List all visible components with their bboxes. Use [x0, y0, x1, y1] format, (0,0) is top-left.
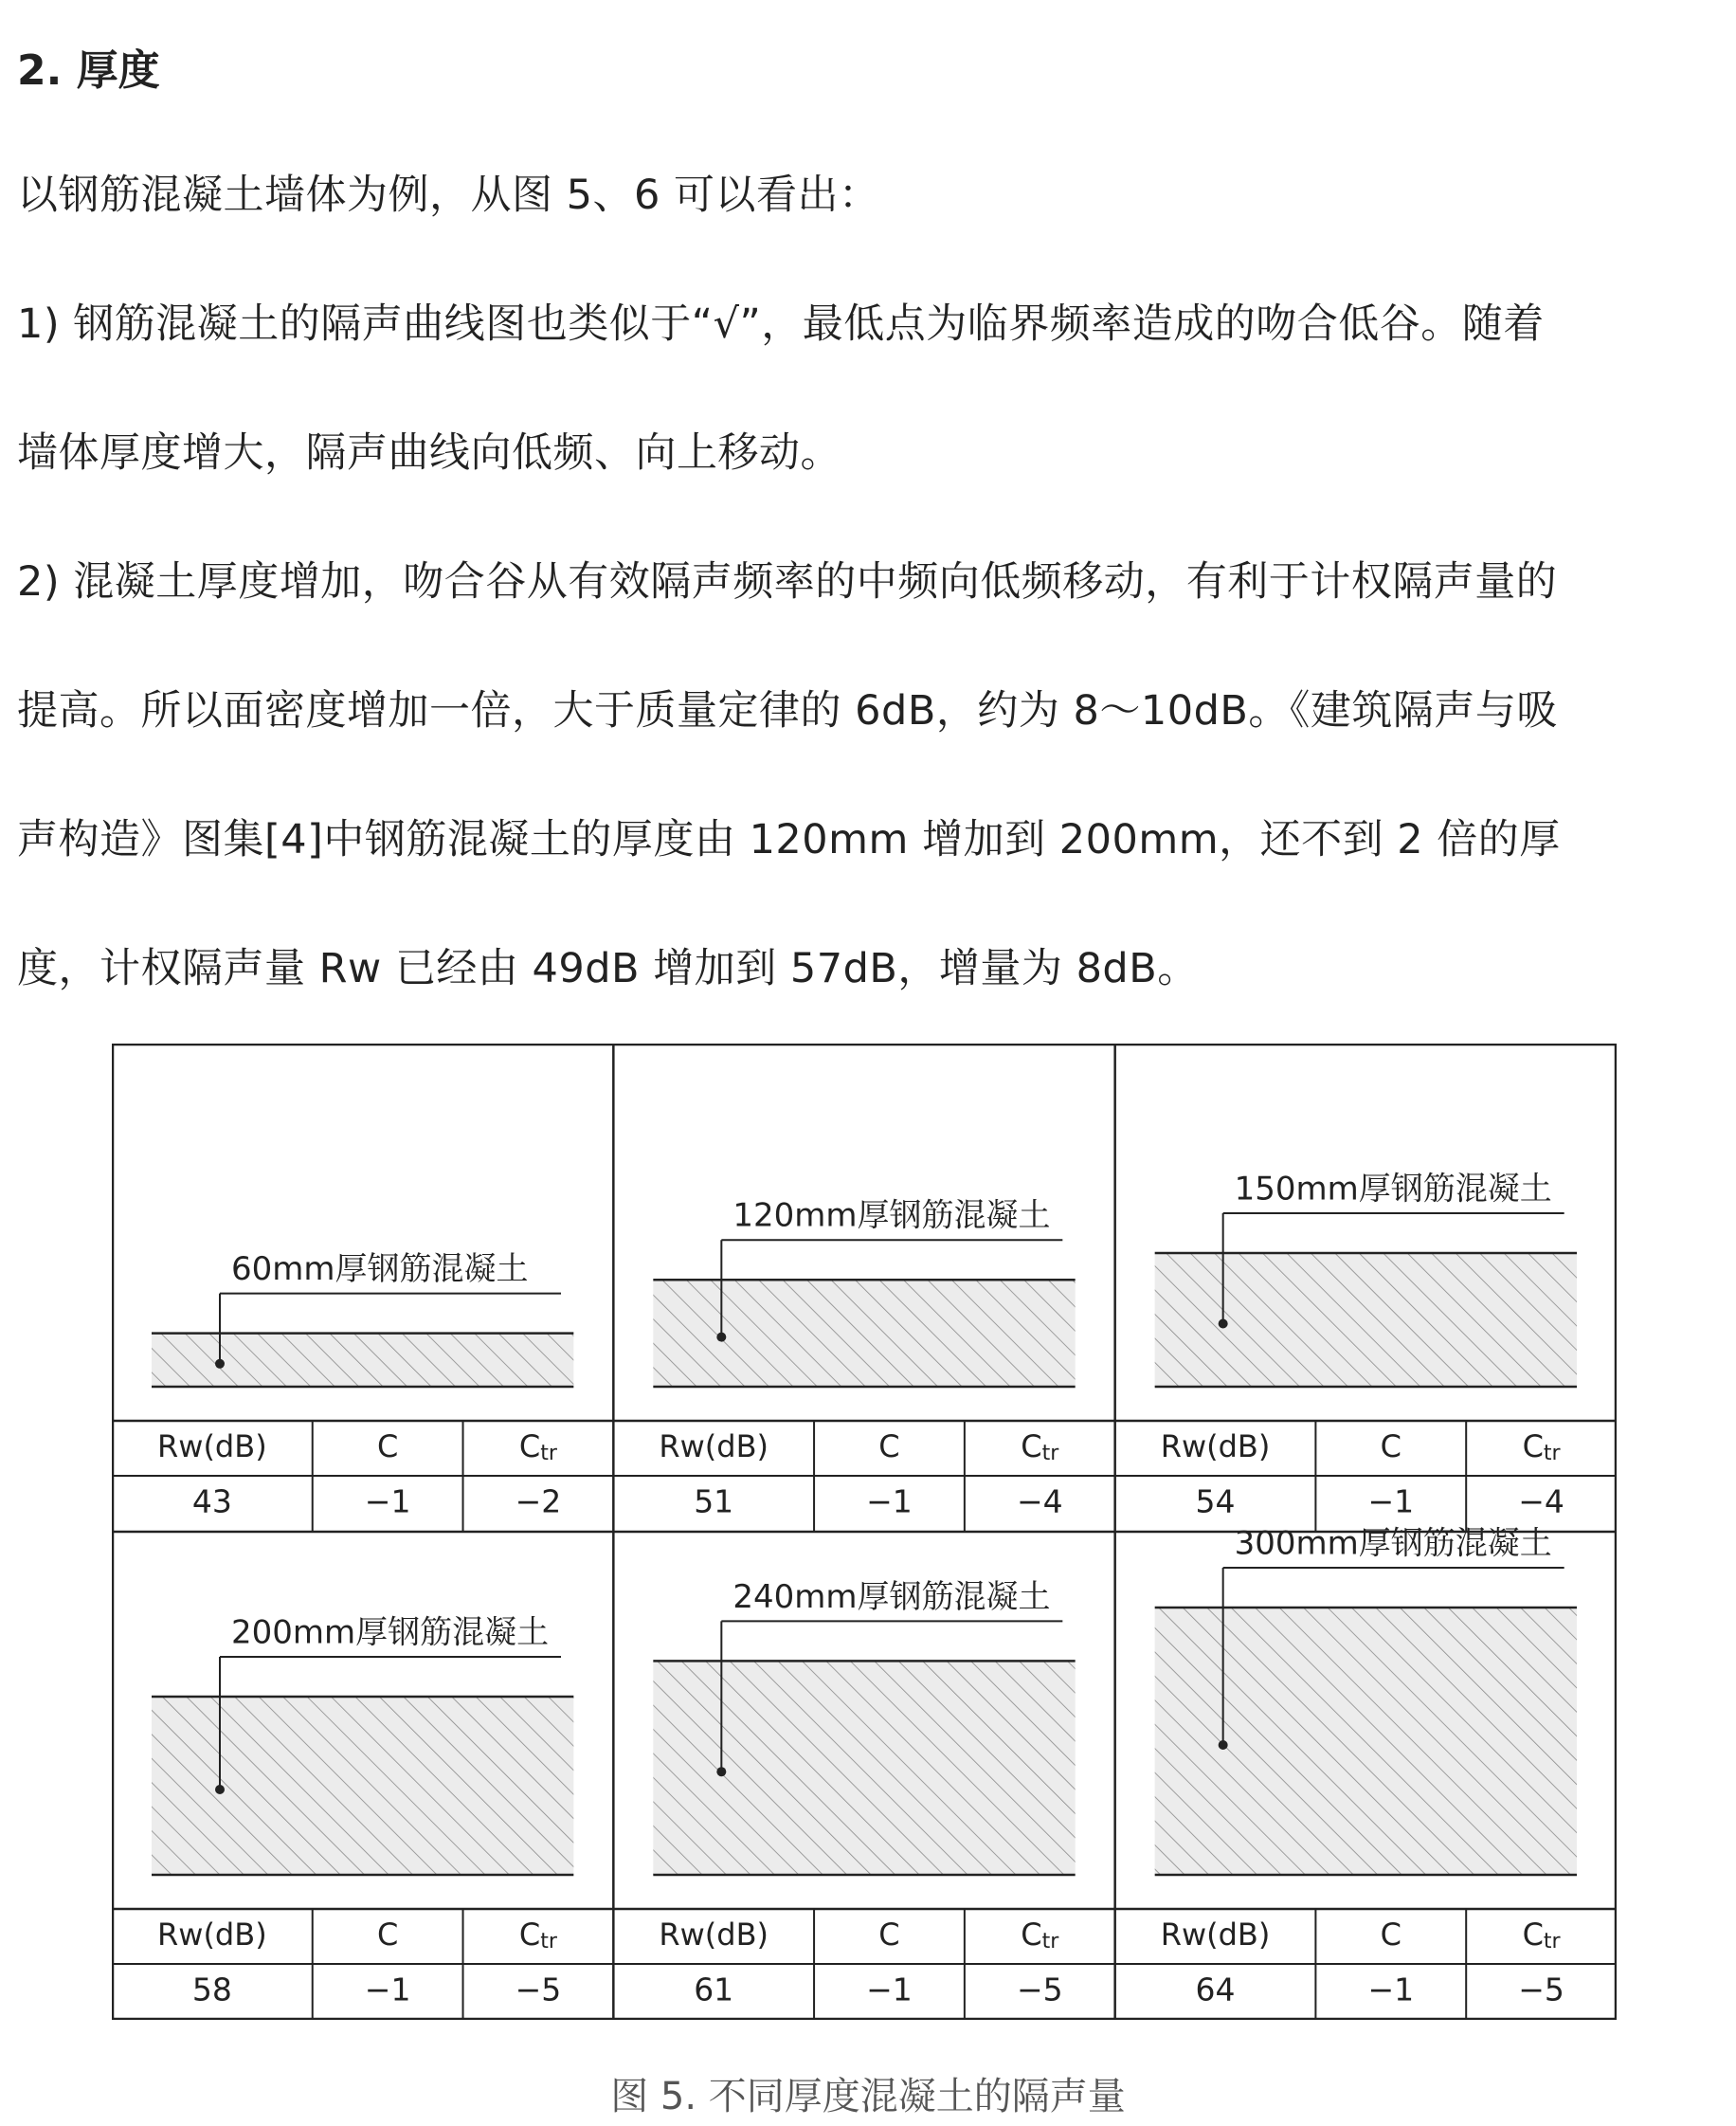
- ctr-value: −4: [1016, 1482, 1063, 1520]
- rw-value: 61: [694, 1971, 734, 2008]
- c-header: C: [878, 1917, 900, 1953]
- panel-240mm: [613, 1578, 1114, 2019]
- figure-caption: 图 5. 不同厚度混凝土的隔声量: [610, 2075, 1126, 2118]
- paragraph-line: 度，计权隔声量 Rw 已经由 49dB 增加到 57dB，增量为 8dB。: [17, 945, 1199, 992]
- concrete-slab: [152, 1697, 573, 1875]
- figure-svg: [112, 1044, 1617, 2020]
- ctr-header: [519, 1917, 558, 1953]
- c-header: C: [878, 1428, 900, 1464]
- slab-label: 120mm厚钢筋混凝土: [732, 1196, 1051, 1235]
- concrete-slab: [653, 1661, 1075, 1875]
- ctr-header: [1021, 1428, 1059, 1465]
- rw-header: Rw(dB): [659, 1428, 769, 1464]
- ctr-header-sub: tr: [540, 1442, 557, 1465]
- ctr-header-main: C: [1522, 1917, 1544, 1953]
- c-header: C: [376, 1917, 399, 1953]
- ctr-value: −4: [1518, 1482, 1564, 1520]
- rw-value: 43: [191, 1482, 232, 1520]
- c-value: −1: [364, 1482, 411, 1520]
- rw-value: 58: [191, 1971, 232, 2008]
- ctr-value: −5: [1016, 1971, 1063, 2008]
- rw-header: Rw(dB): [1160, 1917, 1271, 1953]
- rw-header: Rw(dB): [157, 1917, 267, 1953]
- slab-label: 300mm厚钢筋混凝土: [1234, 1524, 1552, 1563]
- intro-paragraph: [17, 131, 1723, 260]
- paragraph-line: 提高。所以面密度增加一倍，大于质量定律的 6dB，约为 8～10dB。《建筑隔声与吸: [17, 687, 1558, 735]
- c-value: −1: [1367, 1482, 1415, 1520]
- paragraph-line: 以钢筋混凝土墙体为例，从图 5、6 可以看出：: [17, 172, 880, 219]
- rw-value: 51: [694, 1482, 734, 1520]
- paragraph-line: 2) 混凝土厚度增加，吻合谷从有效隔声频率的中频向低频移动，有利于计权隔声量的: [17, 558, 1558, 606]
- panel-200mm: [112, 1614, 613, 2020]
- paragraph-line: 墙体厚度增大，隔声曲线向低频、向上移动。: [17, 429, 841, 477]
- c-header: C: [1380, 1917, 1401, 1953]
- concrete-slab: [152, 1334, 573, 1387]
- ctr-header-sub: tr: [1041, 1930, 1059, 1953]
- concrete-slab: [653, 1280, 1075, 1387]
- c-value: −1: [1367, 1971, 1415, 2008]
- ctr-header-main: C: [1021, 1428, 1042, 1464]
- panel-120mm: [613, 1197, 1114, 1531]
- rw-value: 64: [1195, 1971, 1236, 2008]
- concrete-slab: [1155, 1608, 1577, 1875]
- ctr-header: [1523, 1917, 1562, 1953]
- c-value: −1: [866, 1971, 913, 2008]
- ctr-header-sub: tr: [540, 1930, 557, 1953]
- ctr-header-sub: tr: [1543, 1442, 1561, 1465]
- ctr-header-sub: tr: [1041, 1442, 1059, 1465]
- ctr-value: −2: [515, 1482, 562, 1520]
- slab-label: 240mm厚钢筋混凝土: [732, 1577, 1051, 1616]
- ctr-header-sub: tr: [1543, 1930, 1561, 1953]
- panel-300mm: [1115, 1525, 1617, 2020]
- c-header: C: [1380, 1428, 1401, 1464]
- ctr-header-main: C: [1021, 1917, 1042, 1953]
- point-1-paragraph: [17, 260, 1723, 518]
- rw-value: 54: [1195, 1482, 1236, 1520]
- ctr-value: −5: [515, 1971, 562, 2008]
- paragraph-line: 声构造》图集[4]中钢筋混凝土的厚度由 120mm 增加到 200mm，还不到 2 倍的厚: [17, 816, 1561, 863]
- c-value: −1: [866, 1482, 913, 1520]
- ctr-header: [1021, 1917, 1059, 1953]
- panel-150mm: [1115, 1171, 1617, 1532]
- c-header: C: [376, 1428, 399, 1464]
- ctr-header-main: C: [1522, 1428, 1544, 1464]
- rw-header: Rw(dB): [157, 1428, 267, 1464]
- concrete-thickness-figure: [112, 1044, 1617, 2020]
- slab-label: 60mm厚钢筋混凝土: [231, 1250, 529, 1289]
- paragraph-line: 1) 钢筋混凝土的隔声曲线图也类似于“√”，最低点为临界频率造成的吻合低谷。随着: [17, 300, 1545, 348]
- rw-header: Rw(dB): [659, 1917, 769, 1953]
- slab-label: 200mm厚钢筋混凝土: [231, 1613, 550, 1652]
- panel-60mm: [112, 1250, 613, 1531]
- c-value: −1: [364, 1971, 411, 2008]
- slab-label: 150mm厚钢筋混凝土: [1234, 1170, 1552, 1208]
- ctr-header: [519, 1428, 558, 1465]
- ctr-header: [1523, 1428, 1562, 1465]
- ctr-header-main: C: [518, 1428, 541, 1464]
- point-2-paragraph: [17, 518, 1723, 1033]
- concrete-slab: [1155, 1253, 1577, 1387]
- ctr-value: −5: [1518, 1971, 1564, 2008]
- section-title: 2. 厚度: [17, 46, 160, 95]
- rw-header: Rw(dB): [1160, 1428, 1271, 1464]
- ctr-header-main: C: [518, 1917, 541, 1953]
